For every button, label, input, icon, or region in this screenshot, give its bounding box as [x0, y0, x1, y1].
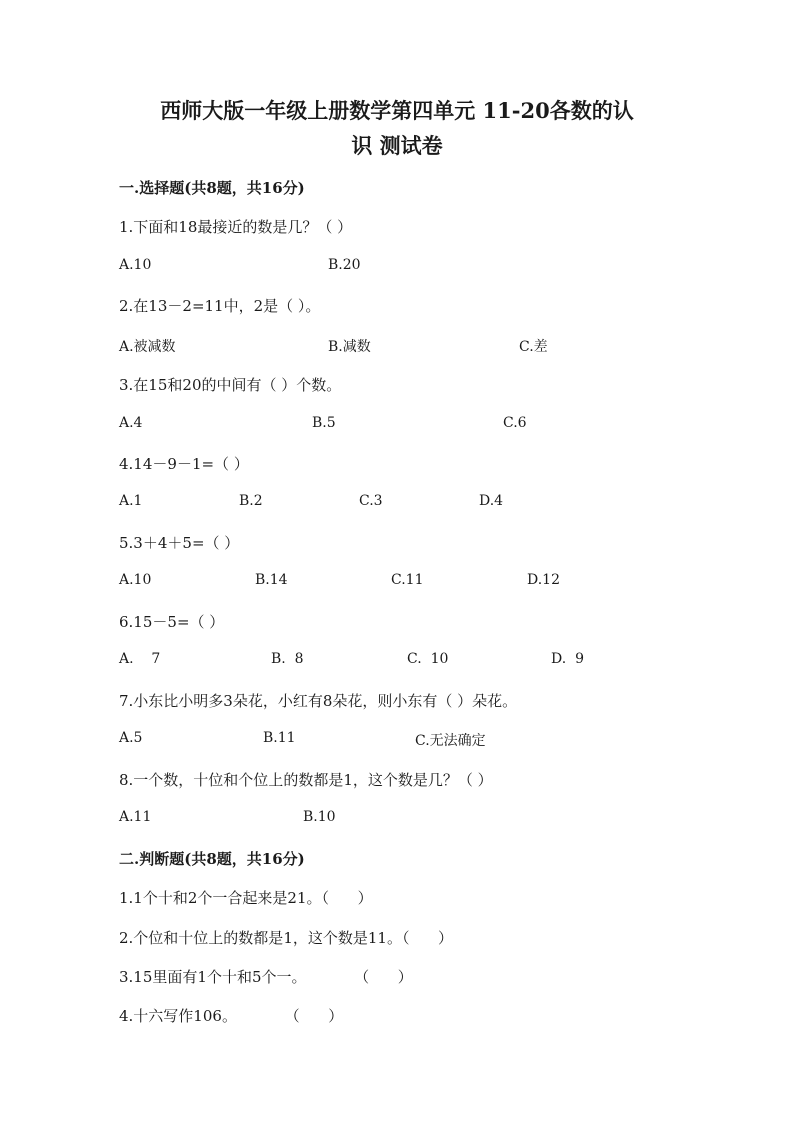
- section-heading-judgement: 二.判断题(共8题，共16分): [119, 850, 305, 868]
- option-c: C.无法确定: [415, 733, 486, 749]
- option-b: B.5: [312, 415, 336, 431]
- question-text: 2.个位和十位上的数都是1，这个数是11。（ ）: [119, 929, 454, 947]
- option-a: A.1: [119, 493, 143, 509]
- option-c: C.6: [503, 415, 527, 431]
- option-c: C.11: [391, 572, 424, 588]
- question-text: 8.一个数，十位和个位上的数都是1，这个数是几？（ ）: [119, 771, 493, 789]
- option-b: B. 8: [271, 651, 304, 667]
- option-d: D.4: [479, 493, 504, 509]
- option-c: C.差: [519, 339, 548, 355]
- question-text: 4.14－9－1=（ ）: [119, 455, 249, 473]
- question-text: 6.15－5=（ ）: [119, 613, 225, 631]
- option-d: D. 9: [551, 651, 584, 667]
- option-b: B.11: [263, 730, 296, 746]
- option-a: A.5: [119, 730, 143, 746]
- option-d: D.12: [527, 572, 560, 588]
- question-text: 4.十六写作106。 （ ）: [119, 1007, 344, 1025]
- option-a: A.被减数: [119, 339, 176, 355]
- question-text: 2.在13－2=11中，2是（ ）。: [119, 297, 321, 315]
- option-b: B.减数: [328, 339, 371, 355]
- question-text: 1.1个十和2个一合起来是21。（ ）: [119, 889, 373, 907]
- option-b: B.20: [328, 257, 361, 273]
- option-b: B.14: [255, 572, 288, 588]
- option-b: B.2: [239, 493, 263, 509]
- option-a: A.11: [119, 809, 152, 825]
- option-a: A. 7: [119, 651, 161, 667]
- question-text: 3.15里面有1个十和5个一。 （ ）: [119, 968, 413, 986]
- question-text: 1.下面和18最接近的数是几？（ ）: [119, 218, 353, 236]
- option-c: C.3: [359, 493, 383, 509]
- option-b: B.10: [303, 809, 336, 825]
- question-text: 7.小东比小明多3朵花，小红有8朵花，则小东有（ ）朵花。: [119, 692, 518, 710]
- section-heading-choice: 一.选择题(共8题，共16分): [119, 179, 305, 197]
- option-a: A.4: [119, 415, 143, 431]
- exam-title-line-1: 西师大版一年级上册数学第四单元 11-20各数的认: [160, 98, 634, 123]
- exam-title-line-2: 识 测试卷: [351, 133, 443, 158]
- option-c: C. 10: [407, 651, 449, 667]
- option-a: A.10: [119, 572, 152, 588]
- option-a: A.10: [119, 257, 152, 273]
- question-text: 3.在15和20的中间有（ ）个数。: [119, 376, 342, 394]
- question-text: 5.3＋4＋5=（ ）: [119, 534, 240, 552]
